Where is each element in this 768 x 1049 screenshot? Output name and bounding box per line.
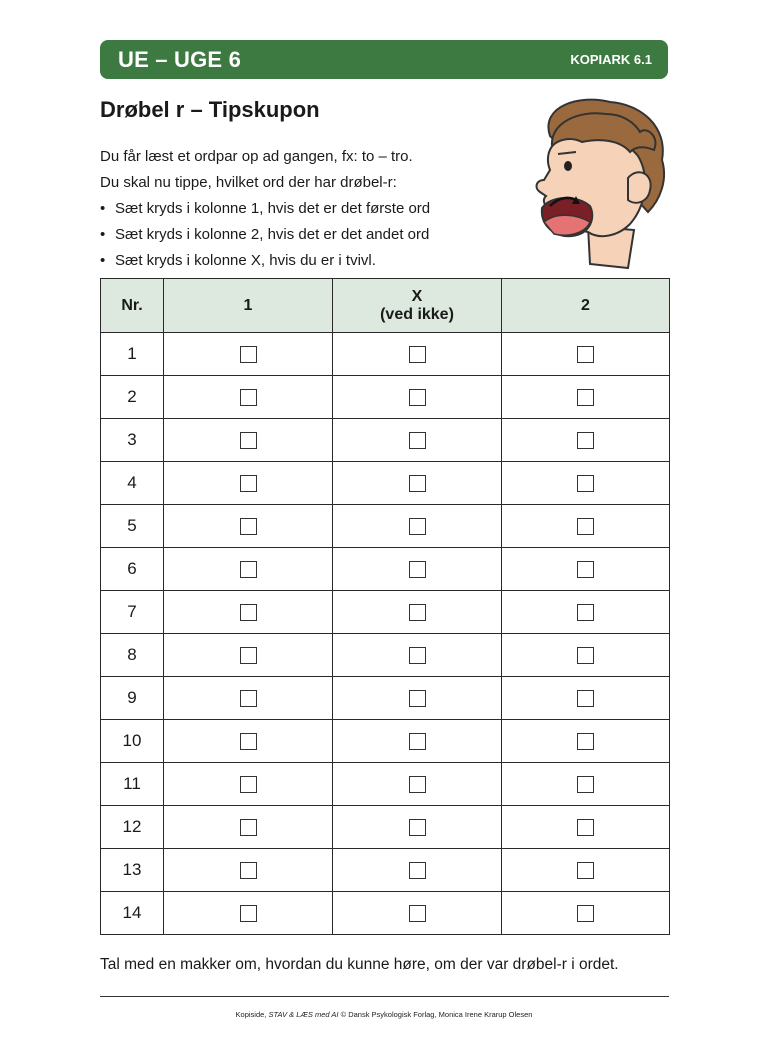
- checkbox-col-1[interactable]: [240, 561, 257, 578]
- cell-col-2: [502, 419, 670, 462]
- checkbox-col-2[interactable]: [577, 346, 594, 363]
- row-number: 7: [101, 591, 164, 634]
- checkbox-col-2[interactable]: [577, 561, 594, 578]
- header-col-x: [333, 279, 502, 333]
- row-number: 1: [101, 333, 164, 376]
- cell-col-1: [164, 634, 333, 677]
- instruction-bullet: • Sæt kryds i kolonne 1, hvis det er det første ord: [100, 196, 500, 222]
- table-row: [101, 634, 670, 677]
- cell-col-2: [502, 892, 670, 935]
- checkbox-col-x[interactable]: [409, 389, 426, 406]
- checkbox-col-2[interactable]: [577, 733, 594, 750]
- table-row: [101, 763, 670, 806]
- cell-col-x: [333, 376, 502, 419]
- cell-col-2: [502, 376, 670, 419]
- checkbox-col-2[interactable]: [577, 819, 594, 836]
- table-row: [101, 548, 670, 591]
- checkbox-col-1[interactable]: [240, 647, 257, 664]
- cell-col-1: [164, 763, 333, 806]
- cell-col-x: [333, 763, 502, 806]
- checkbox-col-x[interactable]: [409, 432, 426, 449]
- checkbox-col-x[interactable]: [409, 561, 426, 578]
- checkbox-col-x[interactable]: [409, 776, 426, 793]
- checkbox-col-x[interactable]: [409, 819, 426, 836]
- copyright-suffix: © Dansk Psykologisk Forlag, Monica Irene Krarup Olesen: [338, 1010, 533, 1019]
- copyright-prefix: Kopiside,: [235, 1010, 269, 1019]
- cell-col-1: [164, 548, 333, 591]
- cell-col-1: [164, 806, 333, 849]
- copyright-line: [0, 1010, 768, 1019]
- checkbox-col-2[interactable]: [577, 905, 594, 922]
- checkbox-col-1[interactable]: [240, 389, 257, 406]
- cell-col-2: [502, 634, 670, 677]
- row-number: 13: [101, 849, 164, 892]
- header-bar: [100, 40, 668, 79]
- row-number: 6: [101, 548, 164, 591]
- header-nr: Nr.: [101, 279, 164, 333]
- table-row: [101, 806, 670, 849]
- checkbox-col-1[interactable]: [240, 819, 257, 836]
- cell-col-x: [333, 849, 502, 892]
- checkbox-col-1[interactable]: [240, 432, 257, 449]
- table-row: [101, 677, 670, 720]
- instruction-bullet: • Sæt kryds i kolonne 2, hvis det er det andet ord: [100, 222, 500, 248]
- cell-col-2: [502, 806, 670, 849]
- cell-col-x: [333, 677, 502, 720]
- cell-col-2: [502, 591, 670, 634]
- page-title: Drøbel r – Tipskupon: [100, 97, 320, 122]
- checkbox-col-x[interactable]: [409, 604, 426, 621]
- header-col-2: 2: [502, 279, 670, 333]
- cell-col-1: [164, 462, 333, 505]
- cell-col-1: [164, 720, 333, 763]
- discussion-prompt: Tal med en makker om, hvordan du kunne høre, om der var drøbel-r i ordet.: [100, 956, 619, 973]
- cell-col-x: [333, 634, 502, 677]
- checkbox-col-1[interactable]: [240, 690, 257, 707]
- checkbox-col-2[interactable]: [577, 604, 594, 621]
- row-number: 5: [101, 505, 164, 548]
- table-row: [101, 333, 670, 376]
- table-row: [101, 849, 670, 892]
- cell-col-x: [333, 548, 502, 591]
- table-row: [101, 462, 670, 505]
- checkbox-col-x[interactable]: [409, 346, 426, 363]
- table-header-row: [101, 279, 670, 333]
- checkbox-col-2[interactable]: [577, 518, 594, 535]
- checkbox-col-1[interactable]: [240, 905, 257, 922]
- cell-col-1: [164, 892, 333, 935]
- checkbox-col-2[interactable]: [577, 776, 594, 793]
- instruction-bullet: • Sæt kryds i kolonne X, hvis du er i tvivl.: [100, 248, 500, 274]
- table-row: [101, 720, 670, 763]
- row-number: 4: [101, 462, 164, 505]
- checkbox-col-2[interactable]: [577, 432, 594, 449]
- cell-col-1: [164, 591, 333, 634]
- checkbox-col-1[interactable]: [240, 733, 257, 750]
- checkbox-col-1[interactable]: [240, 604, 257, 621]
- checkbox-col-2[interactable]: [577, 647, 594, 664]
- checkbox-col-1[interactable]: [240, 346, 257, 363]
- cell-col-x: [333, 892, 502, 935]
- cell-col-2: [502, 849, 670, 892]
- checkbox-col-2[interactable]: [577, 475, 594, 492]
- table-row: [101, 505, 670, 548]
- cell-col-x: [333, 806, 502, 849]
- header-col-x-sub: (ved ikke): [380, 305, 454, 323]
- checkbox-col-1[interactable]: [240, 475, 257, 492]
- checkbox-col-2[interactable]: [577, 862, 594, 879]
- table-row: [101, 419, 670, 462]
- checkbox-col-1[interactable]: [240, 862, 257, 879]
- instruction-bullets: [100, 196, 500, 274]
- instruction-line-2: Du skal nu tippe, hvilket ord der har drøbel-r:: [100, 174, 397, 191]
- cell-col-2: [502, 462, 670, 505]
- cell-col-1: [164, 677, 333, 720]
- cell-col-1: [164, 849, 333, 892]
- checkbox-col-x[interactable]: [409, 862, 426, 879]
- row-number: 2: [101, 376, 164, 419]
- checkbox-col-x[interactable]: [409, 518, 426, 535]
- child-face-open-mouth-icon: [510, 96, 670, 276]
- checkbox-col-1[interactable]: [240, 776, 257, 793]
- table-row: [101, 591, 670, 634]
- cell-col-x: [333, 462, 502, 505]
- row-number: 9: [101, 677, 164, 720]
- cell-col-2: [502, 677, 670, 720]
- cell-col-1: [164, 419, 333, 462]
- checkbox-col-2[interactable]: [577, 389, 594, 406]
- cell-col-2: [502, 505, 670, 548]
- header-code: KOPIARK 6.1: [570, 52, 652, 67]
- instructions: [100, 144, 500, 274]
- cell-col-2: [502, 763, 670, 806]
- row-number: 8: [101, 634, 164, 677]
- row-number: 10: [101, 720, 164, 763]
- cell-col-x: [333, 419, 502, 462]
- checkbox-col-x[interactable]: [409, 690, 426, 707]
- tips-coupon-table: [100, 278, 670, 935]
- checkbox-col-1[interactable]: [240, 518, 257, 535]
- copyright-book-title: STAV & LÆS med AI: [268, 1010, 339, 1019]
- checkbox-col-x[interactable]: [409, 475, 426, 492]
- cell-col-x: [333, 591, 502, 634]
- row-number: 11: [101, 763, 164, 806]
- instruction-line-1: Du får læst et ordpar op ad gangen, fx: to – tro.: [100, 148, 413, 165]
- checkbox-col-x[interactable]: [409, 733, 426, 750]
- header-title: UE – UGE 6: [118, 46, 242, 72]
- cell-col-x: [333, 720, 502, 763]
- table-row: [101, 376, 670, 419]
- checkbox-col-x[interactable]: [409, 647, 426, 664]
- row-number: 14: [101, 892, 164, 935]
- checkbox-col-2[interactable]: [577, 690, 594, 707]
- cell-col-x: [333, 505, 502, 548]
- checkbox-col-x[interactable]: [409, 905, 426, 922]
- cell-col-1: [164, 376, 333, 419]
- header-col-x-label: X: [411, 287, 423, 305]
- footer-divider: [100, 996, 669, 997]
- row-number: 12: [101, 806, 164, 849]
- header-col-1: 1: [164, 279, 333, 333]
- row-number: 3: [101, 419, 164, 462]
- cell-col-1: [164, 333, 333, 376]
- table-row: [101, 892, 670, 935]
- cell-col-2: [502, 548, 670, 591]
- cell-col-x: [333, 333, 502, 376]
- cell-col-2: [502, 720, 670, 763]
- cell-col-1: [164, 505, 333, 548]
- cell-col-2: [502, 333, 670, 376]
